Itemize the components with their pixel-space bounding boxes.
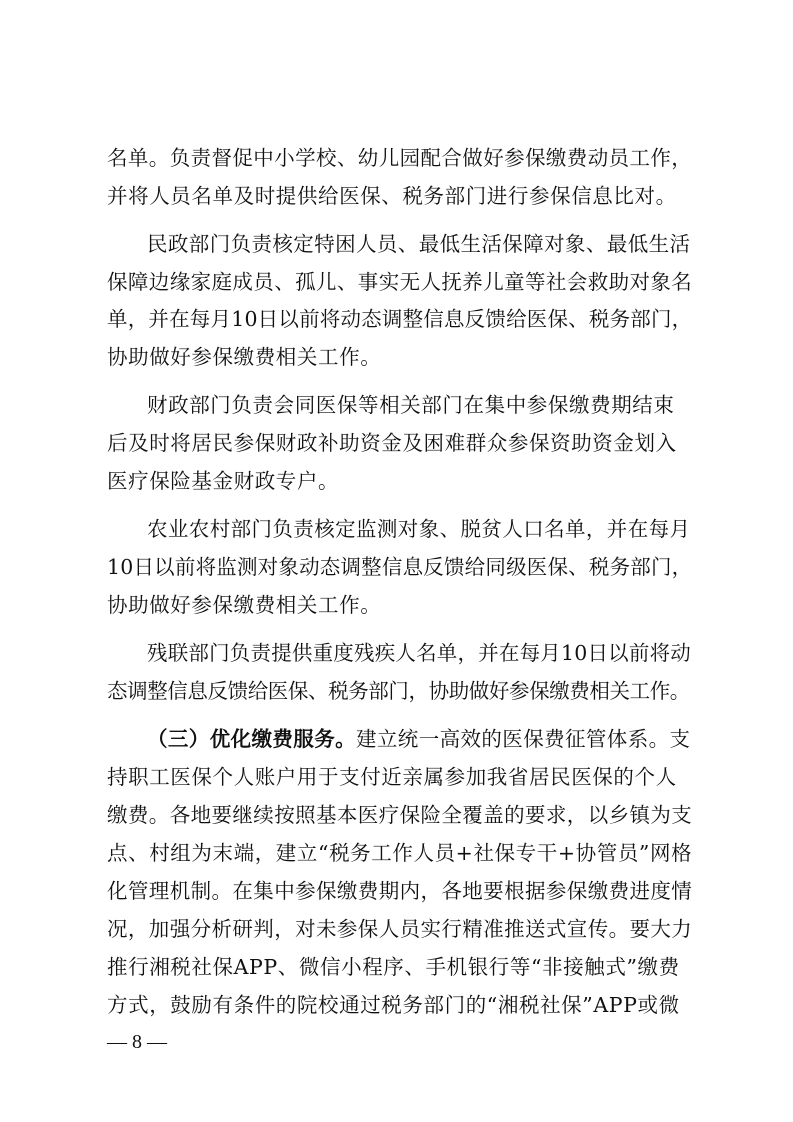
text-line: 协助做好参保缴费相关工作。 xyxy=(107,345,382,369)
text-line: 点、村组为末端，建立“税务工作人员+社保专干+协管员”网格 xyxy=(107,841,693,865)
text-line: 推行湘税社保APP、微信小程序、手机银行等“非接触式”缴费 xyxy=(107,955,680,979)
text-line: 方式，鼓励有条件的院校通过税务部门的“湘税社保”APP或微 xyxy=(107,993,680,1017)
text-line: 残联部门负责提供重度残疾人名单，并在每月10日以前将动 xyxy=(147,641,691,665)
section-heading-rest: 建立统一高效的医保费征管体系。支 xyxy=(356,727,691,751)
section-heading-line xyxy=(147,724,693,754)
text-line: 后及时将居民参保财政补助资金及困难群众参保资助资金划入 xyxy=(107,431,677,455)
text-line: 协助做好参保缴费相关工作。 xyxy=(107,593,382,617)
text-line: 财政部门负责会同医保等相关部门在集中参保缴费期结束 xyxy=(147,393,675,417)
text-line: 态调整信息反馈给医保、税务部门，协助做好参保缴费相关工作。 xyxy=(107,679,690,703)
page-number: — 8 — xyxy=(107,1031,167,1053)
text-line: 医疗保险基金财政专户。 xyxy=(107,469,340,493)
text-line: 民政部门负责核定特困人员、最低生活保障对象、最低生活 xyxy=(147,232,691,256)
text-line: 并将人员名单及时提供给医保、税务部门进行参保信息比对。 xyxy=(107,184,677,208)
section-heading: （三）优化缴费服务。 xyxy=(147,727,356,751)
text-line: 缴费。各地要继续按照基本医疗保险全覆盖的要求，以乡镇为支 xyxy=(107,803,693,827)
text-line: 单，并在每月10日以前将动态调整信息反馈给医保、税务部门， xyxy=(107,307,693,331)
text-line: 持职工医保个人账户用于支付近亲属参加我省居民医保的个人 xyxy=(107,765,677,789)
text-line: 名单。负责督促中小学校、幼儿园配合做好参保缴费动员工作， xyxy=(107,146,693,170)
text-line: 况，加强分析研判，对未参保人员实行精准推送式宣传。要大力 xyxy=(107,917,693,941)
text-line: 保障边缘家庭成员、孤儿、事实无人抚养儿童等社会救助对象名 xyxy=(107,270,693,294)
text-line: 化管理机制。在集中参保缴费期内，各地要根据参保缴费进度情 xyxy=(107,879,693,903)
text-line: 10日以前将监测对象动态调整信息反馈给同级医保、税务部门， xyxy=(107,555,693,579)
text-line: 农业农村部门负责核定监测对象、脱贫人口名单，并在每月 xyxy=(147,517,691,541)
